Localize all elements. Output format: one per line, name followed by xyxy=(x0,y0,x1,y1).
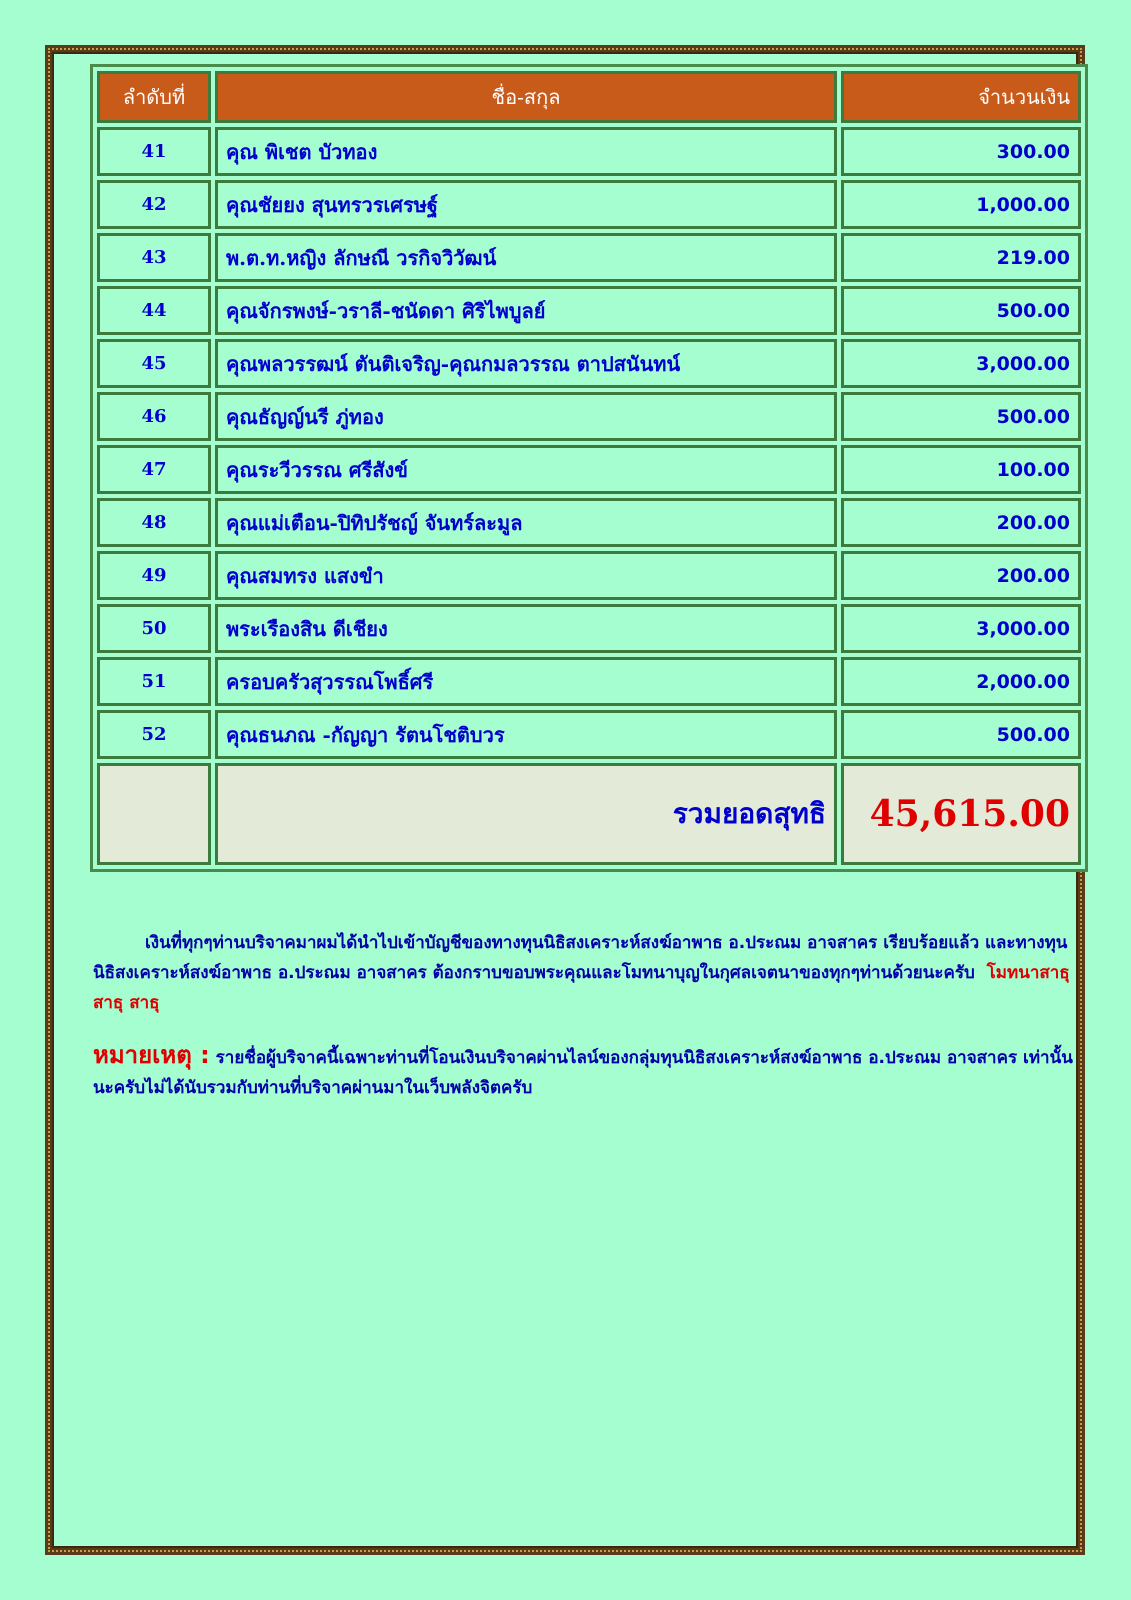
row-amount: 1,000.00 xyxy=(841,180,1081,229)
row-number: 48 xyxy=(97,498,211,547)
row-amount: 3,000.00 xyxy=(841,339,1081,388)
total-row xyxy=(97,763,1081,865)
table-row xyxy=(97,233,1081,282)
row-number: 49 xyxy=(97,551,211,600)
row-name: คุณธัญญ์นรี ภู่ทอง xyxy=(215,392,837,441)
row-name: คุณพลวรรฒน์ ตันติเจริญ-คุณกมลวรรณ ตาปสนันทน์ xyxy=(215,339,837,388)
table-row xyxy=(97,551,1081,600)
row-name: คุณระวีวรรณ ศรีสังข์ xyxy=(215,445,837,494)
row-name: คุณสมทรง แสงขำ xyxy=(215,551,837,600)
row-number: 43 xyxy=(97,233,211,282)
row-number: 45 xyxy=(97,339,211,388)
row-amount: 219.00 xyxy=(841,233,1081,282)
total-label: รวมยอดสุทธิ xyxy=(215,763,837,865)
thanks-text: เงินที่ทุกๆท่านบริจาคมาผมได้นำไปเข้าบัญชีของทางทุนนิธิสงเคราะห์สงฆ์อาพาธ อ.ประณม อาจสาคร เรียบร้อยแล้ว และทางทุนนิธิสงเคราะห์สงฆ์อาพาธ อ.ประณม อาจสาคร ต้องกราบขอบพระคุณและโมทนาบุญในกุศลเจตนาของทุกๆท่านด้วยนะครับ xyxy=(93,933,1068,983)
note-label: หมายเหตุ : xyxy=(93,1041,210,1069)
note-paragraph xyxy=(93,1040,1078,1103)
row-amount: 500.00 xyxy=(841,710,1081,759)
table-row xyxy=(97,604,1081,653)
table-row xyxy=(97,657,1081,706)
total-empty-cell xyxy=(97,763,211,865)
row-name: พระเรืองสิน ดีเชียง xyxy=(215,604,837,653)
total-value: 45,615.00 xyxy=(841,763,1081,865)
row-amount: 100.00 xyxy=(841,445,1081,494)
header-amount: จำนวนเงิน xyxy=(841,71,1081,123)
row-number: 47 xyxy=(97,445,211,494)
row-amount: 200.00 xyxy=(841,498,1081,547)
table-row xyxy=(97,180,1081,229)
table-row xyxy=(97,339,1081,388)
row-amount: 500.00 xyxy=(841,392,1081,441)
row-name: คุณ พิเชต บัวทอง xyxy=(215,127,837,176)
row-name: พ.ต.ท.หญิง ลักษณี วรกิจวิวัฒน์ xyxy=(215,233,837,282)
row-name: คุณจักรพงษ์-วราลี-ชนัดดา ศิริไพบูลย์ xyxy=(215,286,837,335)
row-amount: 500.00 xyxy=(841,286,1081,335)
thanks-paragraph xyxy=(93,928,1078,1018)
row-amount: 2,000.00 xyxy=(841,657,1081,706)
row-number: 51 xyxy=(97,657,211,706)
row-number: 42 xyxy=(97,180,211,229)
row-name: คุณธนภณ -กัญญา รัตนโชติบวร xyxy=(215,710,837,759)
blessing-text: โมทนาสาธุ สาธุ สาธุ xyxy=(93,963,1070,1013)
header-name: ชื่อ-สกุล xyxy=(215,71,837,123)
table-row xyxy=(97,127,1081,176)
row-amount: 300.00 xyxy=(841,127,1081,176)
table-row xyxy=(97,286,1081,335)
row-number: 50 xyxy=(97,604,211,653)
header-number: ลำดับที่ xyxy=(97,71,211,123)
row-amount: 200.00 xyxy=(841,551,1081,600)
table-row xyxy=(97,392,1081,441)
row-number: 52 xyxy=(97,710,211,759)
note-text: รายชื่อผู้บริจาคนี้เฉพาะท่านที่โอนเงินบริจาคผ่านไลน์ของกลุ่มทุนนิธิสงเคราะห์สงฆ์อาพาธ อ.ประณม อาจสาคร เท่านั้นนะครับไม่ได้นับรวมกับท่านที่บริจาคผ่านมาในเว็บพลังจิตครับ xyxy=(93,1048,1073,1098)
row-number: 44 xyxy=(97,286,211,335)
table-row xyxy=(97,445,1081,494)
row-name: คุณแม่เตือน-ปิทิปรัชญ์ จันทร์ละมูล xyxy=(215,498,837,547)
donor-table xyxy=(93,67,1085,869)
row-number: 41 xyxy=(97,127,211,176)
table-row xyxy=(97,710,1081,759)
table-row xyxy=(97,498,1081,547)
row-name: คุณชัยยง สุนทรวรเศรษฐ์ xyxy=(215,180,837,229)
row-number: 46 xyxy=(97,392,211,441)
row-name: ครอบครัวสุวรรณโพธิ์ศรี xyxy=(215,657,837,706)
table-header-row xyxy=(97,71,1081,123)
row-amount: 3,000.00 xyxy=(841,604,1081,653)
